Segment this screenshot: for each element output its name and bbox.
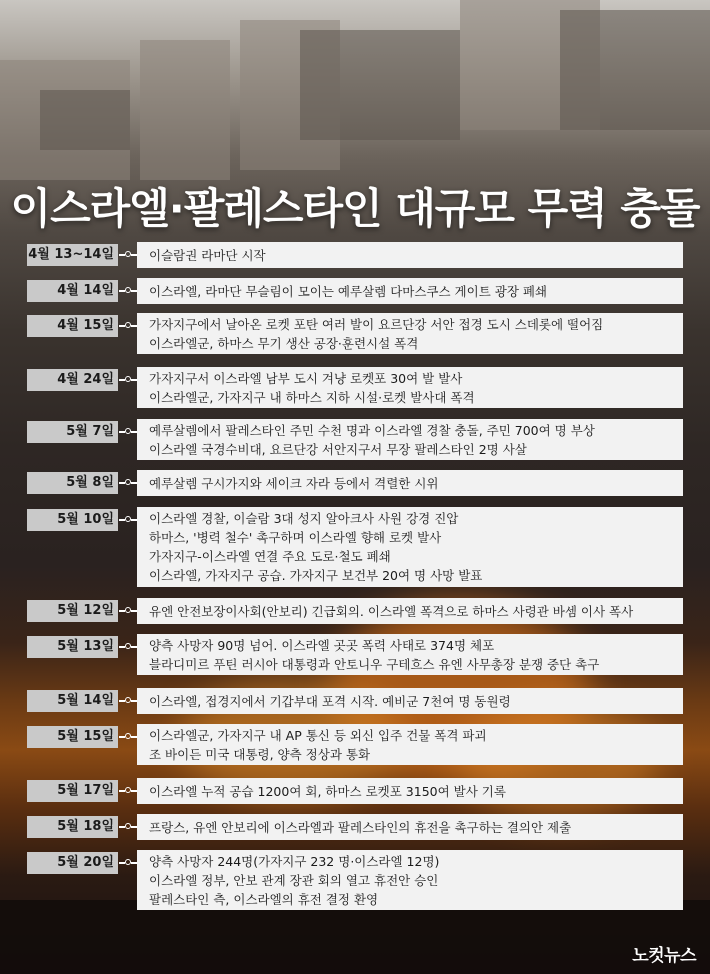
event-line: 이스라엘군, 하마스 무기 생산 공장·훈련시설 폭격	[149, 335, 419, 351]
event-line: 예루살렘 구시가지와 세이크 자라 등에서 격렬한 시위	[149, 475, 439, 491]
event-line: 이스라엘 누적 공습 1200여 회, 하마스 로켓포 3150여 발사 기록	[149, 783, 506, 799]
connector-icon	[119, 426, 137, 438]
timeline-date: 5월 20일	[27, 852, 118, 874]
timeline-date: 5월 7일	[27, 421, 118, 443]
timeline-event-box	[137, 814, 683, 840]
event-line: 이스라엘 국경수비대, 요르단강 서안지구서 무장 팔레스타인 2명 사살	[149, 441, 527, 457]
connector-icon	[119, 731, 137, 743]
connector-icon	[119, 605, 137, 617]
connector-icon	[119, 857, 137, 869]
timeline-date: 4월 15일	[27, 315, 118, 337]
event-line: 예루살렘에서 팔레스타인 주민 수천 명과 이스라엘 경찰 충돌, 주민 700여 명 부상	[149, 422, 595, 438]
timeline-event-box	[137, 470, 683, 496]
timeline-date: 5월 15일	[27, 726, 118, 748]
event-line: 가자지구에서 날아온 로켓 포탄 여러 발이 요르단강 서안 접경 도시 스데롯에 떨어짐	[149, 316, 604, 332]
connector-icon	[119, 785, 137, 797]
connector-icon	[119, 514, 137, 526]
event-line: 프랑스, 유엔 안보리에 이스라엘과 팔레스타인의 휴전을 촉구하는 결의안 제출	[149, 819, 572, 835]
connector-icon	[119, 641, 137, 653]
timeline-event-box	[137, 507, 683, 587]
event-line: 이스라엘, 가자지구 공습. 가자지구 보건부 20여 명 사망 발표	[149, 568, 483, 583]
timeline-event-box	[137, 634, 683, 675]
event-line: 이스라엘군, 가자지구 내 하마스 지하 시설·로켓 발사대 폭격	[149, 389, 475, 405]
event-line: 조 바이든 미국 대통령, 양측 정상과 통화	[149, 746, 371, 762]
page-title: 이스라엘·팔레스타인 대규모 무력 충돌	[10, 184, 700, 233]
event-line: 이스라엘군, 가자지구 내 AP 통신 등 외신 입주 건물 폭격 파괴	[149, 727, 487, 743]
event-line: 이슬람권 라마단 시작	[149, 247, 266, 263]
connector-icon	[119, 320, 137, 332]
logo: 노컷뉴스	[632, 946, 696, 966]
event-line: 가자지구서 이스라엘 남부 도시 겨냥 로켓포 30여 발 발사	[149, 370, 463, 386]
timeline-date: 4월 24일	[27, 369, 118, 391]
event-line: 양측 사망자 90명 넘어. 이스라엘 곳곳 폭력 사태로 374명 체포	[149, 637, 495, 653]
timeline-date: 4월 13~14일	[27, 244, 118, 266]
event-line: 이스라엘 정부, 안보 관계 장관 회의 열고 휴전안 승인	[149, 872, 439, 888]
connector-icon	[119, 374, 137, 386]
timeline-event-box	[137, 313, 683, 354]
timeline-date: 5월 12일	[27, 600, 118, 622]
connector-icon	[119, 821, 137, 833]
timeline-date: 5월 13일	[27, 636, 118, 658]
timeline-date: 5월 14일	[27, 690, 118, 712]
timeline-event-box	[137, 778, 683, 804]
timeline-date: 5월 8일	[27, 472, 118, 494]
connector-icon	[119, 477, 137, 489]
event-line: 하마스, '병력 철수' 촉구하며 이스라엘 향해 로켓 발사	[149, 530, 442, 545]
event-line: 이스라엘, 접경지에서 기갑부대 포격 시작. 예비군 7천여 명 동원령	[149, 693, 511, 709]
timeline-event-box	[137, 419, 683, 460]
timeline-event-box	[137, 850, 683, 910]
timeline-event-box	[137, 278, 683, 304]
event-line: 이스라엘, 라마단 무슬림이 모이는 예루살렘 다마스쿠스 게이트 광장 폐쇄	[149, 283, 548, 299]
timeline-date: 5월 18일	[27, 816, 118, 838]
event-line: 팔레스타인 측, 이스라엘의 휴전 결정 환영	[149, 891, 379, 907]
timeline-event-box	[137, 367, 683, 408]
connector-icon	[119, 695, 137, 707]
event-line: 유엔 안전보장이사회(안보리) 긴급회의. 이스라엘 폭격으로 하마스 사령관 바셈 이사 폭사	[149, 603, 634, 619]
timeline-event-box	[137, 688, 683, 714]
timeline-event-box	[137, 724, 683, 765]
timeline-date: 4월 14일	[27, 280, 118, 302]
timeline-event-box	[137, 598, 683, 624]
connector-icon	[119, 285, 137, 297]
event-line: 이스라엘 경찰, 이슬람 3대 성지 알아크사 사원 강경 진압	[149, 511, 459, 526]
event-line: 가자지구-이스라엘 연결 주요 도로·철도 폐쇄	[149, 549, 391, 564]
timeline-event-box	[137, 242, 683, 268]
connector-icon	[119, 249, 137, 261]
event-line: 블라디미르 푸틴 러시아 대통령과 안토니우 구테흐스 유엔 사무총장 분쟁 중단 촉구	[149, 656, 600, 672]
event-line: 양측 사망자 244명(가자지구 232 명·이스라엘 12명)	[149, 853, 440, 869]
timeline-date: 5월 17일	[27, 780, 118, 802]
timeline-date: 5월 10일	[27, 509, 118, 531]
